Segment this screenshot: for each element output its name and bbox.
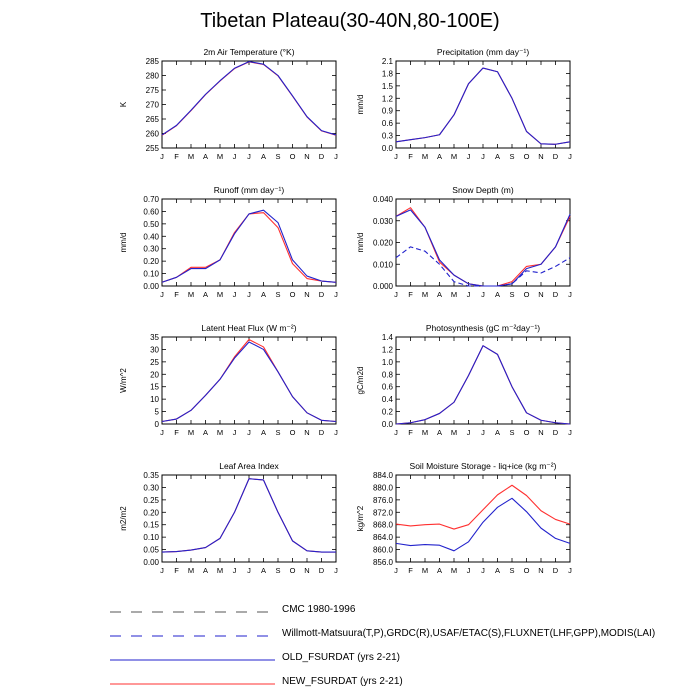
y-tick-label: 0.20: [143, 508, 159, 518]
y-tick-label: 860.0: [372, 545, 393, 555]
x-tick-label: J: [394, 290, 398, 299]
x-tick-label: O: [289, 566, 296, 575]
y-tick-label: 884.0: [372, 471, 393, 480]
series-line-new: [162, 339, 336, 421]
y-tick-label: 20: [150, 370, 159, 380]
plot-frame: [162, 337, 336, 424]
y-tick-label: 255: [145, 144, 159, 153]
y-tick-label: 872.0: [372, 508, 393, 518]
x-tick-label: A: [202, 152, 209, 161]
x-tick-label: A: [494, 152, 501, 161]
y-tick-label: 0.10: [143, 269, 159, 279]
x-tick-label: J: [247, 152, 251, 161]
x-tick-label: A: [494, 428, 501, 437]
y-tick-label: 0.9: [381, 106, 393, 116]
chart-panel-7: [119, 461, 338, 575]
y-tick-label: 1.2: [381, 345, 393, 355]
x-tick-label: A: [202, 290, 209, 299]
y-tick-label: 0.010: [372, 260, 393, 270]
plot-frame: [162, 199, 336, 286]
x-tick-label: O: [289, 290, 296, 299]
x-tick-label: J: [568, 152, 572, 161]
x-tick-label: J: [334, 290, 338, 299]
x-tick-label: A: [494, 566, 501, 575]
y-tick-label: 2.1: [381, 57, 393, 66]
series-line-new: [396, 68, 570, 144]
y-tick-label: 0.040: [372, 195, 393, 204]
y-tick-label: 0.40: [143, 232, 159, 242]
x-tick-label: J: [232, 428, 237, 437]
x-tick-label: O: [523, 566, 530, 575]
x-tick-label: S: [509, 290, 515, 299]
plot-frame: [162, 61, 336, 148]
x-tick-label: A: [436, 152, 443, 161]
chart-panel-4: [356, 185, 572, 299]
x-tick-label: S: [509, 152, 515, 161]
y-tick-label: 876.0: [372, 495, 393, 505]
x-tick-label: D: [552, 290, 559, 299]
chart-panel-5: [119, 323, 338, 437]
y-tick-label: 15: [150, 382, 159, 392]
y-tick-label: 0.020: [372, 238, 393, 248]
y-tick-label: 35: [150, 333, 159, 342]
y-tick-label: 280: [145, 71, 159, 81]
x-tick-label: J: [247, 428, 251, 437]
series-line-old: [396, 346, 570, 424]
x-tick-label: N: [304, 290, 310, 299]
x-tick-label: D: [552, 428, 559, 437]
x-tick-label: M: [216, 290, 224, 299]
figure-title: Tibetan Plateau(30-40N,80-100E): [200, 10, 500, 32]
chart-panel-6: [356, 323, 572, 437]
x-tick-label: N: [538, 290, 544, 299]
x-tick-label: J: [334, 152, 338, 161]
x-tick-label: O: [289, 152, 296, 161]
x-tick-label: J: [394, 428, 398, 437]
chart-panel-3: [119, 185, 338, 299]
x-tick-label: M: [187, 428, 195, 437]
x-tick-label: J: [466, 152, 471, 161]
y-tick-label: 1.0: [381, 357, 393, 367]
y-tick-label: 1.4: [381, 333, 393, 342]
y-tick-label: 270: [145, 100, 159, 110]
legend-item-new: [110, 676, 690, 692]
y-tick-label: 0.50: [143, 219, 159, 229]
plot-frame: [396, 337, 570, 424]
plot-frame: [162, 475, 336, 562]
x-tick-label: J: [481, 428, 485, 437]
x-tick-label: F: [408, 428, 413, 437]
y-tick-label: 0.0: [381, 144, 393, 153]
y-tick-label: 0.000: [372, 282, 393, 291]
x-tick-label: D: [552, 566, 559, 575]
y-tick-label: 0.00: [143, 282, 159, 291]
y-tick-label: 0.60: [143, 207, 159, 217]
chart-panel-2: [356, 47, 572, 161]
y-tick-label: 0.3: [381, 131, 393, 141]
x-tick-label: N: [538, 428, 544, 437]
chart-title: Snow Depth (m): [452, 185, 514, 195]
y-tick-label: 0: [154, 420, 159, 429]
x-tick-label: A: [202, 428, 209, 437]
y-tick-label: 0.15: [143, 520, 159, 530]
series-line-obs: [396, 247, 570, 286]
series-line-old: [162, 62, 336, 135]
y-tick-label: 10: [150, 395, 159, 405]
y-tick-label: 0.70: [143, 195, 159, 204]
y-tick-label: 0.35: [143, 471, 159, 480]
y-tick-label: 0.6: [381, 119, 393, 129]
x-tick-label: A: [260, 428, 267, 437]
legend-swatch-cmc: [110, 604, 280, 620]
y-tick-label: 0.00: [143, 558, 159, 567]
chart-panel-8: [356, 461, 572, 575]
x-tick-label: M: [421, 290, 429, 299]
x-tick-label: N: [304, 428, 310, 437]
x-tick-label: N: [538, 566, 544, 575]
x-tick-label: F: [174, 290, 179, 299]
x-tick-label: D: [318, 290, 325, 299]
x-tick-label: A: [436, 290, 443, 299]
x-tick-label: J: [481, 566, 485, 575]
x-tick-label: J: [232, 566, 237, 575]
x-tick-label: M: [216, 428, 224, 437]
x-tick-label: D: [318, 566, 325, 575]
x-tick-label: J: [481, 152, 485, 161]
x-tick-label: J: [247, 290, 251, 299]
x-tick-label: J: [568, 290, 572, 299]
x-tick-label: A: [494, 290, 501, 299]
legend-item-old: [110, 652, 690, 668]
chart-title: Leaf Area Index: [219, 461, 279, 471]
x-tick-label: F: [408, 566, 413, 575]
x-tick-label: M: [187, 152, 195, 161]
x-tick-label: A: [260, 566, 267, 575]
series-line-old: [396, 68, 570, 144]
x-tick-label: J: [160, 290, 164, 299]
x-tick-label: A: [260, 152, 267, 161]
y-axis-label: gC/m2d: [356, 366, 365, 395]
legend-swatch-old: [110, 652, 280, 668]
y-axis-label: W/m^2: [119, 368, 128, 393]
y-tick-label: 1.2: [381, 94, 393, 104]
x-tick-label: J: [466, 428, 471, 437]
x-tick-label: F: [174, 566, 179, 575]
x-tick-label: M: [421, 152, 429, 161]
y-tick-label: 0.0: [381, 420, 393, 429]
y-tick-label: 864.0: [372, 533, 393, 543]
y-tick-label: 880.0: [372, 483, 393, 493]
x-tick-label: J: [568, 566, 572, 575]
x-tick-label: J: [568, 428, 572, 437]
y-tick-label: 1.5: [381, 81, 393, 91]
series-line-new: [396, 346, 570, 424]
y-tick-label: 868.0: [372, 520, 393, 530]
y-tick-label: 0.05: [143, 545, 159, 555]
x-tick-label: M: [187, 566, 195, 575]
x-tick-label: S: [509, 428, 515, 437]
y-tick-label: 0.30: [143, 244, 159, 254]
x-tick-label: M: [450, 152, 458, 161]
chart-title: Soil Moisture Storage - liq+ice (kg m⁻²): [409, 461, 557, 471]
x-tick-label: M: [450, 290, 458, 299]
y-axis-label: mm/d: [356, 94, 365, 115]
x-tick-label: J: [334, 428, 338, 437]
chart-title: 2m Air Temperature (°K): [203, 47, 295, 57]
x-tick-label: M: [450, 566, 458, 575]
x-tick-label: S: [509, 566, 515, 575]
chart-panel-1: [119, 47, 338, 161]
y-axis-label: mm/d: [119, 232, 128, 253]
x-tick-label: O: [523, 428, 530, 437]
x-tick-label: N: [538, 152, 544, 161]
x-tick-label: D: [318, 428, 325, 437]
y-tick-label: 0.30: [143, 483, 159, 493]
x-tick-label: J: [334, 566, 338, 575]
x-tick-label: M: [216, 152, 224, 161]
y-tick-label: 0.20: [143, 257, 159, 267]
x-tick-label: J: [232, 290, 237, 299]
y-tick-label: 30: [150, 345, 159, 355]
x-tick-label: A: [436, 566, 443, 575]
legend-label: OLD_FSURDAT (yrs 2-21): [282, 652, 400, 663]
x-tick-label: F: [408, 290, 413, 299]
x-tick-label: F: [408, 152, 413, 161]
y-tick-label: 0.4: [381, 395, 393, 405]
x-tick-label: D: [318, 152, 325, 161]
x-tick-label: N: [304, 152, 310, 161]
y-tick-label: 0.030: [372, 216, 393, 226]
x-tick-label: D: [552, 152, 559, 161]
series-line-old: [162, 210, 336, 282]
x-tick-label: M: [216, 566, 224, 575]
y-tick-label: 0.6: [381, 382, 393, 392]
y-tick-label: 0.25: [143, 495, 159, 505]
x-tick-label: J: [466, 566, 471, 575]
x-tick-label: S: [275, 152, 281, 161]
x-tick-label: J: [160, 152, 164, 161]
series-line-old: [396, 210, 570, 286]
x-tick-label: N: [304, 566, 310, 575]
x-tick-label: J: [232, 152, 237, 161]
chart-title: Precipitation (mm day⁻¹): [436, 47, 530, 57]
x-tick-label: A: [436, 428, 443, 437]
y-tick-label: 25: [150, 357, 159, 367]
chart-title: Latent Heat Flux (W m⁻²): [201, 323, 297, 333]
x-tick-label: M: [450, 428, 458, 437]
y-tick-label: 260: [145, 129, 159, 139]
y-tick-label: 5: [154, 407, 159, 417]
x-tick-label: J: [247, 566, 251, 575]
legend-label: CMC 1980-1996: [282, 604, 356, 615]
y-tick-label: 856.0: [372, 558, 393, 567]
chart-title: Runoff (mm day⁻¹): [213, 185, 285, 195]
series-line-old: [162, 342, 336, 422]
series-line-new: [162, 479, 336, 552]
x-tick-label: O: [523, 152, 530, 161]
x-tick-label: J: [466, 290, 471, 299]
x-tick-label: M: [187, 290, 195, 299]
x-tick-label: J: [160, 428, 164, 437]
y-axis-label: m2/m2: [119, 506, 128, 531]
plot-frame: [396, 61, 570, 148]
y-axis-label: mm/d: [356, 232, 365, 253]
y-tick-label: 1.8: [381, 69, 393, 79]
series-line-old: [162, 479, 336, 552]
y-tick-label: 275: [145, 86, 159, 95]
y-axis-label: K: [119, 101, 128, 108]
y-tick-label: 0.10: [143, 533, 159, 543]
legend-label: Willmott-Matsuura(T,P),GRDC(R),USAF/ETAC(S),FLUXNET(LHF,GPP),MODIS(LAI): [282, 628, 656, 639]
series-line-new: [162, 62, 336, 135]
legend-swatch-new: [110, 676, 280, 692]
series-line-new: [162, 213, 336, 283]
legend-item-cmc: [110, 604, 690, 620]
x-tick-label: M: [421, 566, 429, 575]
x-tick-label: S: [275, 428, 281, 437]
x-tick-label: J: [481, 290, 485, 299]
chart-title: Photosynthesis (gC m⁻²day⁻¹): [425, 323, 541, 333]
x-tick-label: M: [421, 428, 429, 437]
legend-label: NEW_FSURDAT (yrs 2-21): [282, 676, 403, 687]
x-tick-label: F: [174, 152, 179, 161]
x-tick-label: A: [202, 566, 209, 575]
x-tick-label: A: [260, 290, 267, 299]
y-axis-label: kg/m^2: [356, 505, 365, 532]
y-tick-label: 0.2: [381, 407, 393, 417]
x-tick-label: J: [394, 152, 398, 161]
x-tick-label: O: [523, 290, 530, 299]
y-tick-label: 0.8: [381, 370, 393, 380]
plot-frame: [396, 475, 570, 562]
y-tick-label: 265: [145, 115, 159, 124]
plot-frame: [396, 199, 570, 286]
x-tick-label: F: [174, 428, 179, 437]
legend-item-obs: [110, 628, 690, 644]
series-line-new: [396, 208, 570, 286]
x-tick-label: J: [160, 566, 164, 575]
x-tick-label: S: [275, 566, 281, 575]
legend-swatch-obs: [110, 628, 280, 644]
y-tick-label: 285: [145, 57, 159, 66]
x-tick-label: S: [275, 290, 281, 299]
x-tick-label: J: [394, 566, 398, 575]
x-tick-label: O: [289, 428, 296, 437]
